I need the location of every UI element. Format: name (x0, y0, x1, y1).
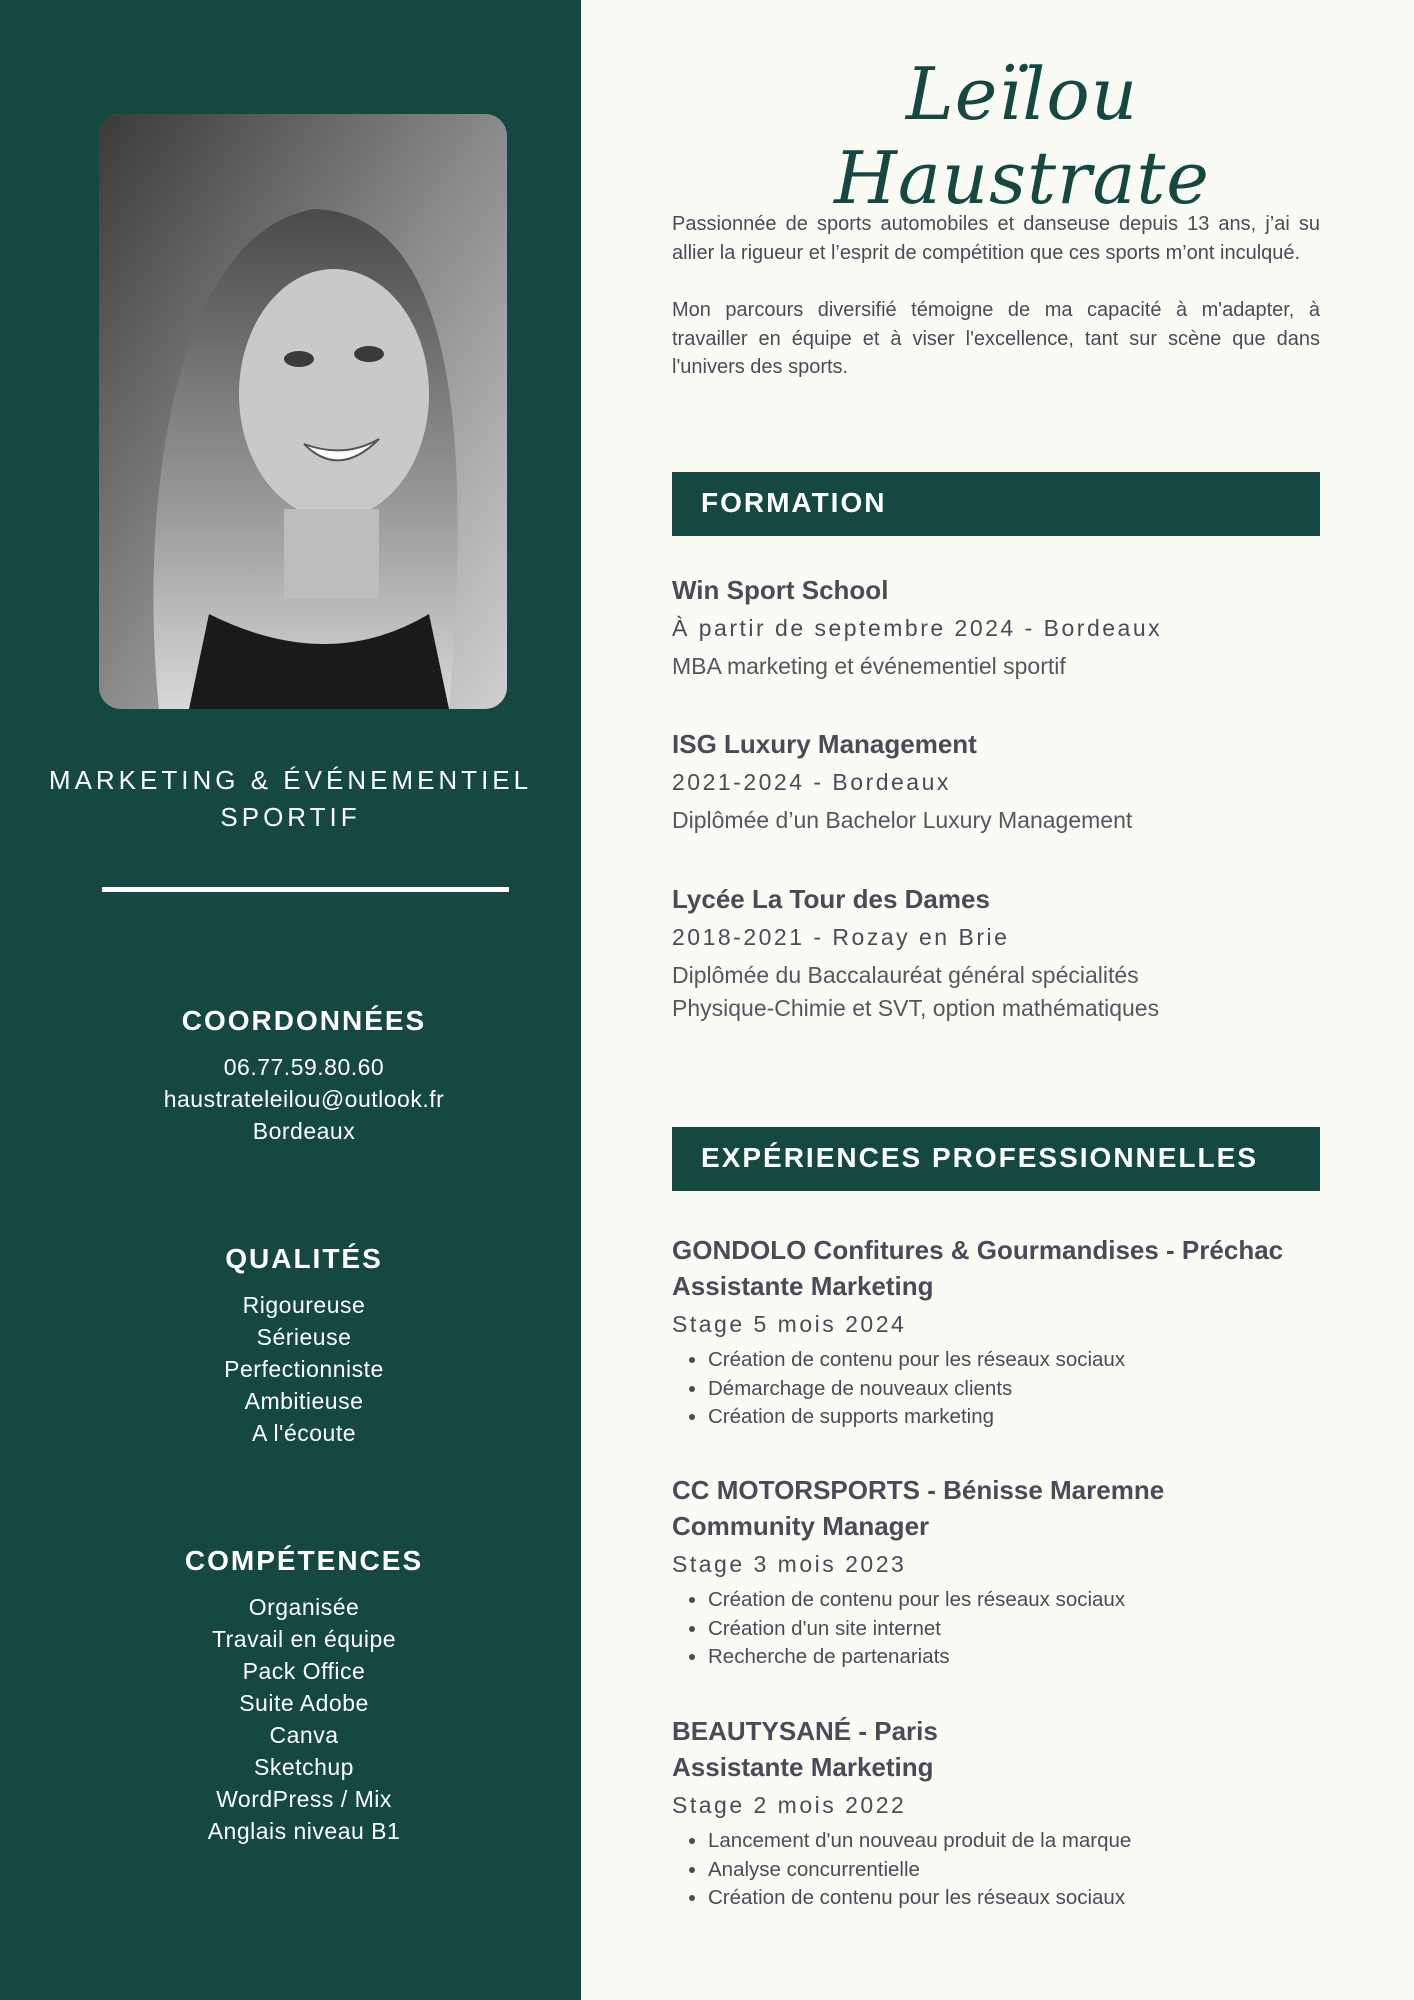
email-address[interactable]: haustrateleilou@outlook.fr (163, 1086, 445, 1112)
location: Bordeaux (252, 1118, 356, 1144)
contact-heading: COORDONNÉES (181, 1005, 427, 1036)
task-item: • Création de contenu pour les réseaux sociaux (708, 1586, 1332, 1615)
quality-item: Rigoureuse (242, 1292, 366, 1318)
quality-item: A l'écoute (251, 1420, 357, 1446)
skill-item: Organisée (248, 1594, 360, 1620)
experience-dates: Stage 2 mois 2022 (672, 1792, 907, 1818)
task-item: • Création de supports marketing (708, 1403, 1332, 1432)
task-item: • Lancement d'un nouveau produit de la marque (708, 1827, 1332, 1856)
skill-item: Suite Adobe (239, 1690, 369, 1716)
qualities-heading: QUALITÉS (225, 1243, 383, 1274)
task-item: • Analyse concurrentielle (708, 1856, 1332, 1885)
phone-number: 06.77.59.80.60 (223, 1054, 385, 1080)
experience-dates: Stage 3 mois 2023 (672, 1551, 907, 1577)
intro-paragraph-2: Mon parcours diversifié témoigne de ma capacité à m'adapter, à travailler en équipe et à viser l'excellence, tant sur scène que dans l'univers des sports. (672, 299, 1320, 378)
formation-dates: 2018-2021 - Rozay en Brie (672, 924, 1010, 950)
intro-paragraph-1: Passionnée de sports automobiles et danseuse depuis 13 ans, j’ai su allier la rigueur et l’esprit de compétition que ces sports m’ont inculqué. (672, 213, 1320, 264)
experience-heading: EXPÉRIENCES PROFESSIONNELLES (701, 1142, 1258, 1173)
skill-item: WordPress / Mix (216, 1786, 392, 1812)
qualities-section (20, 1243, 588, 1449)
sidebar (0, 0, 581, 2000)
formation-entry (672, 572, 1332, 683)
job-title (20, 762, 561, 836)
experience-entry (672, 1472, 1332, 1672)
formation-heading: FORMATION (701, 487, 887, 518)
quality-item: Sérieuse (256, 1324, 352, 1350)
formation-entry (672, 726, 1332, 837)
task-list (672, 1346, 1332, 1432)
skill-item: Sketchup (254, 1754, 354, 1780)
formation-banner (672, 472, 1320, 536)
task-item: • Création de contenu pour les réseaux sociaux (708, 1884, 1332, 1913)
task-list (672, 1586, 1332, 1672)
job-title-line-1: MARKETING & ÉVÉNEMENTIEL (48, 765, 533, 795)
task-list (672, 1827, 1332, 1913)
company-name: BEAUTYSANÉ - Paris (672, 1716, 938, 1746)
school-name: Win Sport School (672, 575, 889, 605)
formation-dates: À partir de septembre 2024 - Bordeaux (672, 615, 1163, 641)
skill-item: Pack Office (242, 1658, 366, 1684)
experience-banner (672, 1127, 1320, 1191)
experience-entry (672, 1232, 1332, 1432)
candidate-name: Leïlou Haustrate (834, 52, 1210, 220)
school-name: Lycée La Tour des Dames (672, 884, 990, 914)
task-item: • Création d'un site internet (708, 1615, 1332, 1644)
profile-photo (99, 114, 507, 709)
school-name: ISG Luxury Management (672, 729, 977, 759)
skill-item: Anglais niveau B1 (207, 1818, 401, 1844)
formation-description: MBA marketing et événementiel sportif (672, 653, 1066, 679)
formation-description: Diplômée du Baccalauréat général spécialités Physique-Chimie et SVT, option mathématiques (672, 962, 1160, 1021)
intro-text (672, 210, 1320, 411)
company-name: GONDOLO Confitures & Gourmandises - Préchac (672, 1235, 1284, 1265)
quality-item: Ambitieuse (244, 1388, 364, 1414)
experience-dates: Stage 5 mois 2024 (672, 1311, 907, 1337)
job-position: Assistante Marketing (672, 1271, 934, 1301)
quality-item: Perfectionniste (224, 1356, 384, 1382)
job-title-line-2: SPORTIF (220, 802, 361, 832)
skills-section (20, 1545, 588, 1847)
experience-entry (672, 1713, 1332, 1913)
skill-item: Canva (269, 1722, 339, 1748)
divider (102, 887, 509, 892)
company-name: CC MOTORSPORTS - Bénisse Maremne (672, 1475, 1165, 1505)
formation-description: Diplômée d’un Bachelor Luxury Management (672, 807, 1133, 833)
skill-item: Travail en équipe (211, 1626, 397, 1652)
task-item: • Création de contenu pour les réseaux sociaux (708, 1346, 1332, 1375)
job-position: Assistante Marketing (672, 1752, 934, 1782)
contact-section (20, 1005, 588, 1147)
formation-entry (672, 881, 1212, 1025)
task-item: • Recherche de partenariats (708, 1643, 1332, 1672)
job-position: Community Manager (672, 1511, 930, 1541)
skills-heading: COMPÉTENCES (184, 1545, 424, 1576)
formation-dates: 2021-2024 - Bordeaux (672, 769, 951, 795)
task-item: • Démarchage de nouveaux clients (708, 1375, 1332, 1404)
